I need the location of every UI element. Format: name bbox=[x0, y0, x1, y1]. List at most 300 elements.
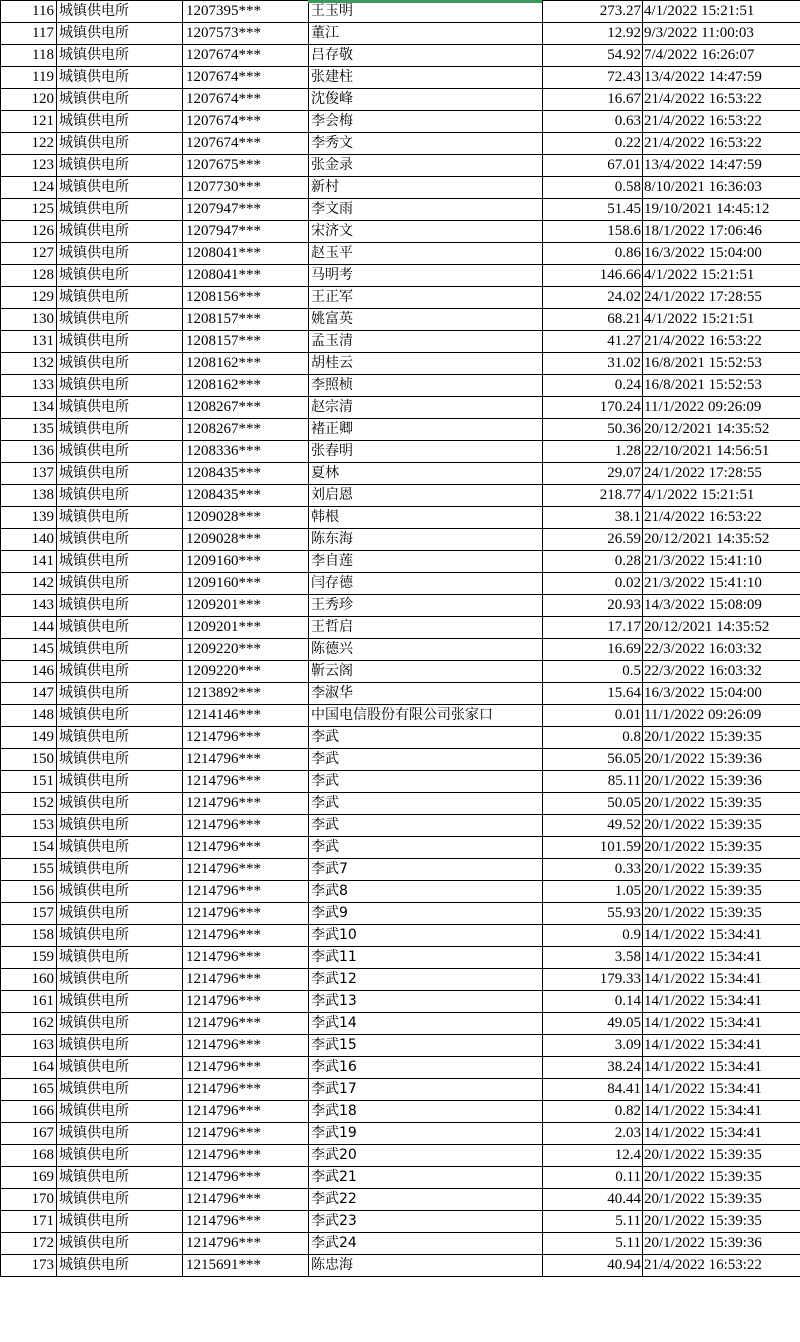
account-cell[interactable]: 1209220*** bbox=[183, 639, 309, 661]
time-cell[interactable]: 18/1/2022 17:06:46 bbox=[643, 221, 800, 243]
row-number-cell[interactable]: 120 bbox=[1, 89, 57, 111]
account-cell[interactable]: 1209028*** bbox=[183, 529, 309, 551]
amount-cell[interactable]: 50.36 bbox=[543, 419, 643, 441]
org-cell[interactable]: 城镇供电所 bbox=[57, 67, 183, 89]
account-cell[interactable]: 1214796*** bbox=[183, 1013, 309, 1035]
org-cell[interactable]: 城镇供电所 bbox=[57, 23, 183, 45]
row-number-cell[interactable]: 128 bbox=[1, 265, 57, 287]
row-number-cell[interactable]: 132 bbox=[1, 353, 57, 375]
name-cell[interactable]: 李武16 bbox=[309, 1057, 543, 1079]
row-number-cell[interactable]: 130 bbox=[1, 309, 57, 331]
time-cell[interactable]: 13/4/2022 14:47:59 bbox=[643, 155, 800, 177]
account-cell[interactable]: 1213892*** bbox=[183, 683, 309, 705]
account-cell[interactable]: 1208157*** bbox=[183, 309, 309, 331]
time-cell[interactable]: 16/8/2021 15:52:53 bbox=[643, 353, 800, 375]
org-cell[interactable]: 城镇供电所 bbox=[57, 925, 183, 947]
row-number-cell[interactable]: 154 bbox=[1, 837, 57, 859]
name-cell[interactable]: 赵宗清 bbox=[309, 397, 543, 419]
org-cell[interactable]: 城镇供电所 bbox=[57, 573, 183, 595]
time-cell[interactable]: 14/1/2022 15:34:41 bbox=[643, 947, 800, 969]
amount-cell[interactable]: 20.93 bbox=[543, 595, 643, 617]
time-cell[interactable]: 20/1/2022 15:39:35 bbox=[643, 727, 800, 749]
name-cell[interactable]: 李武17 bbox=[309, 1079, 543, 1101]
org-cell[interactable]: 城镇供电所 bbox=[57, 89, 183, 111]
time-cell[interactable]: 21/4/2022 16:53:22 bbox=[643, 331, 800, 353]
account-cell[interactable]: 1214796*** bbox=[183, 1035, 309, 1057]
time-cell[interactable]: 21/4/2022 16:53:22 bbox=[643, 111, 800, 133]
org-cell[interactable]: 城镇供电所 bbox=[57, 1255, 183, 1277]
amount-cell[interactable]: 170.24 bbox=[543, 397, 643, 419]
org-cell[interactable]: 城镇供电所 bbox=[57, 969, 183, 991]
time-cell[interactable]: 14/1/2022 15:34:41 bbox=[643, 925, 800, 947]
amount-cell[interactable]: 26.59 bbox=[543, 529, 643, 551]
account-cell[interactable]: 1214796*** bbox=[183, 859, 309, 881]
account-cell[interactable]: 1214796*** bbox=[183, 903, 309, 925]
time-cell[interactable]: 11/1/2022 09:26:09 bbox=[643, 705, 800, 727]
name-cell[interactable]: 胡桂云 bbox=[309, 353, 543, 375]
amount-cell[interactable]: 0.58 bbox=[543, 177, 643, 199]
amount-cell[interactable]: 16.69 bbox=[543, 639, 643, 661]
org-cell[interactable]: 城镇供电所 bbox=[57, 45, 183, 67]
time-cell[interactable]: 4/1/2022 15:21:51 bbox=[643, 1, 800, 23]
row-number-cell[interactable]: 168 bbox=[1, 1145, 57, 1167]
org-cell[interactable]: 城镇供电所 bbox=[57, 947, 183, 969]
row-number-cell[interactable]: 133 bbox=[1, 375, 57, 397]
row-number-cell[interactable]: 166 bbox=[1, 1101, 57, 1123]
org-cell[interactable]: 城镇供电所 bbox=[57, 507, 183, 529]
amount-cell[interactable]: 67.01 bbox=[543, 155, 643, 177]
amount-cell[interactable]: 17.17 bbox=[543, 617, 643, 639]
row-number-cell[interactable]: 173 bbox=[1, 1255, 57, 1277]
account-cell[interactable]: 1208336*** bbox=[183, 441, 309, 463]
time-cell[interactable]: 4/1/2022 15:21:51 bbox=[643, 309, 800, 331]
amount-cell[interactable]: 3.58 bbox=[543, 947, 643, 969]
name-cell[interactable]: 张建柱 bbox=[309, 67, 543, 89]
time-cell[interactable]: 4/1/2022 15:21:51 bbox=[643, 265, 800, 287]
org-cell[interactable]: 城镇供电所 bbox=[57, 397, 183, 419]
account-cell[interactable]: 1214796*** bbox=[183, 1057, 309, 1079]
account-cell[interactable]: 1214146*** bbox=[183, 705, 309, 727]
time-cell[interactable]: 4/1/2022 15:21:51 bbox=[643, 485, 800, 507]
time-cell[interactable]: 14/1/2022 15:34:41 bbox=[643, 1079, 800, 1101]
org-cell[interactable]: 城镇供电所 bbox=[57, 815, 183, 837]
account-cell[interactable]: 1214796*** bbox=[183, 727, 309, 749]
row-number-cell[interactable]: 145 bbox=[1, 639, 57, 661]
amount-cell[interactable]: 1.28 bbox=[543, 441, 643, 463]
time-cell[interactable]: 11/1/2022 09:26:09 bbox=[643, 397, 800, 419]
amount-cell[interactable]: 5.11 bbox=[543, 1233, 643, 1255]
name-cell[interactable]: 张春明 bbox=[309, 441, 543, 463]
org-cell[interactable]: 城镇供电所 bbox=[57, 485, 183, 507]
time-cell[interactable]: 7/4/2022 16:26:07 bbox=[643, 45, 800, 67]
row-number-cell[interactable]: 121 bbox=[1, 111, 57, 133]
account-cell[interactable]: 1208162*** bbox=[183, 375, 309, 397]
time-cell[interactable]: 22/3/2022 16:03:32 bbox=[643, 639, 800, 661]
org-cell[interactable]: 城镇供电所 bbox=[57, 1211, 183, 1233]
name-cell[interactable]: 李照桢 bbox=[309, 375, 543, 397]
amount-cell[interactable]: 101.59 bbox=[543, 837, 643, 859]
account-cell[interactable]: 1209201*** bbox=[183, 617, 309, 639]
account-cell[interactable]: 1214796*** bbox=[183, 1101, 309, 1123]
org-cell[interactable]: 城镇供电所 bbox=[57, 1189, 183, 1211]
org-cell[interactable]: 城镇供电所 bbox=[57, 419, 183, 441]
row-number-cell[interactable]: 162 bbox=[1, 1013, 57, 1035]
amount-cell[interactable]: 56.05 bbox=[543, 749, 643, 771]
org-cell[interactable]: 城镇供电所 bbox=[57, 1, 183, 23]
time-cell[interactable]: 20/12/2021 14:35:52 bbox=[643, 617, 800, 639]
account-cell[interactable]: 1207947*** bbox=[183, 199, 309, 221]
time-cell[interactable]: 24/1/2022 17:28:55 bbox=[643, 463, 800, 485]
amount-cell[interactable]: 0.63 bbox=[543, 111, 643, 133]
org-cell[interactable]: 城镇供电所 bbox=[57, 881, 183, 903]
account-cell[interactable]: 1208267*** bbox=[183, 419, 309, 441]
org-cell[interactable]: 城镇供电所 bbox=[57, 1057, 183, 1079]
row-number-cell[interactable]: 136 bbox=[1, 441, 57, 463]
account-cell[interactable]: 1214796*** bbox=[183, 793, 309, 815]
org-cell[interactable]: 城镇供电所 bbox=[57, 221, 183, 243]
amount-cell[interactable]: 24.02 bbox=[543, 287, 643, 309]
time-cell[interactable]: 20/1/2022 15:39:35 bbox=[643, 793, 800, 815]
time-cell[interactable]: 20/1/2022 15:39:35 bbox=[643, 1167, 800, 1189]
name-cell[interactable]: 李武 bbox=[309, 727, 543, 749]
time-cell[interactable]: 20/12/2021 14:35:52 bbox=[643, 529, 800, 551]
account-cell[interactable]: 1214796*** bbox=[183, 749, 309, 771]
org-cell[interactable]: 城镇供电所 bbox=[57, 353, 183, 375]
org-cell[interactable]: 城镇供电所 bbox=[57, 1145, 183, 1167]
account-cell[interactable]: 1207395*** bbox=[183, 1, 309, 23]
amount-cell[interactable]: 218.77 bbox=[543, 485, 643, 507]
org-cell[interactable]: 城镇供电所 bbox=[57, 859, 183, 881]
account-cell[interactable]: 1208041*** bbox=[183, 243, 309, 265]
name-cell[interactable]: 李武24 bbox=[309, 1233, 543, 1255]
account-cell[interactable]: 1214796*** bbox=[183, 1167, 309, 1189]
name-cell[interactable]: 李武19 bbox=[309, 1123, 543, 1145]
row-number-cell[interactable]: 125 bbox=[1, 199, 57, 221]
amount-cell[interactable]: 0.01 bbox=[543, 705, 643, 727]
amount-cell[interactable]: 16.67 bbox=[543, 89, 643, 111]
row-number-cell[interactable]: 119 bbox=[1, 67, 57, 89]
amount-cell[interactable]: 0.28 bbox=[543, 551, 643, 573]
row-number-cell[interactable]: 161 bbox=[1, 991, 57, 1013]
amount-cell[interactable]: 40.94 bbox=[543, 1255, 643, 1277]
account-cell[interactable]: 1214796*** bbox=[183, 1079, 309, 1101]
row-number-cell[interactable]: 169 bbox=[1, 1167, 57, 1189]
time-cell[interactable]: 21/3/2022 15:41:10 bbox=[643, 573, 800, 595]
name-cell[interactable]: 靳云阁 bbox=[309, 661, 543, 683]
row-number-cell[interactable]: 157 bbox=[1, 903, 57, 925]
row-number-cell[interactable]: 158 bbox=[1, 925, 57, 947]
time-cell[interactable]: 22/10/2021 14:56:51 bbox=[643, 441, 800, 463]
account-cell[interactable]: 1207573*** bbox=[183, 23, 309, 45]
org-cell[interactable]: 城镇供电所 bbox=[57, 287, 183, 309]
account-cell[interactable]: 1207674*** bbox=[183, 133, 309, 155]
account-cell[interactable]: 1207674*** bbox=[183, 89, 309, 111]
time-cell[interactable]: 20/1/2022 15:39:35 bbox=[643, 1211, 800, 1233]
row-number-cell[interactable]: 163 bbox=[1, 1035, 57, 1057]
name-cell[interactable]: 李武12 bbox=[309, 969, 543, 991]
row-number-cell[interactable]: 165 bbox=[1, 1079, 57, 1101]
amount-cell[interactable]: 68.21 bbox=[543, 309, 643, 331]
row-number-cell[interactable]: 138 bbox=[1, 485, 57, 507]
account-cell[interactable]: 1208156*** bbox=[183, 287, 309, 309]
name-cell[interactable]: 韩根 bbox=[309, 507, 543, 529]
name-cell[interactable]: 新村 bbox=[309, 177, 543, 199]
row-number-cell[interactable]: 126 bbox=[1, 221, 57, 243]
row-number-cell[interactable]: 137 bbox=[1, 463, 57, 485]
name-cell[interactable]: 李武21 bbox=[309, 1167, 543, 1189]
amount-cell[interactable]: 0.22 bbox=[543, 133, 643, 155]
account-cell[interactable]: 1214796*** bbox=[183, 815, 309, 837]
amount-cell[interactable]: 12.92 bbox=[543, 23, 643, 45]
row-number-cell[interactable]: 164 bbox=[1, 1057, 57, 1079]
account-cell[interactable]: 1209201*** bbox=[183, 595, 309, 617]
amount-cell[interactable]: 0.8 bbox=[543, 727, 643, 749]
row-number-cell[interactable]: 124 bbox=[1, 177, 57, 199]
org-cell[interactable]: 城镇供电所 bbox=[57, 265, 183, 287]
name-cell[interactable]: 王正军 bbox=[309, 287, 543, 309]
name-cell[interactable]: 李武18 bbox=[309, 1101, 543, 1123]
row-number-cell[interactable]: 170 bbox=[1, 1189, 57, 1211]
amount-cell[interactable]: 84.41 bbox=[543, 1079, 643, 1101]
org-cell[interactable]: 城镇供电所 bbox=[57, 1123, 183, 1145]
account-cell[interactable]: 1208157*** bbox=[183, 331, 309, 353]
time-cell[interactable]: 8/10/2021 16:36:03 bbox=[643, 177, 800, 199]
row-number-cell[interactable]: 149 bbox=[1, 727, 57, 749]
time-cell[interactable]: 20/1/2022 15:39:36 bbox=[643, 1233, 800, 1255]
name-cell[interactable]: 陈忠海 bbox=[309, 1255, 543, 1277]
name-cell[interactable]: 姚富英 bbox=[309, 309, 543, 331]
amount-cell[interactable]: 1.05 bbox=[543, 881, 643, 903]
amount-cell[interactable]: 0.86 bbox=[543, 243, 643, 265]
account-cell[interactable]: 1214796*** bbox=[183, 1145, 309, 1167]
row-number-cell[interactable]: 139 bbox=[1, 507, 57, 529]
amount-cell[interactable]: 50.05 bbox=[543, 793, 643, 815]
time-cell[interactable]: 14/1/2022 15:34:41 bbox=[643, 1013, 800, 1035]
account-cell[interactable]: 1207730*** bbox=[183, 177, 309, 199]
row-number-cell[interactable]: 156 bbox=[1, 881, 57, 903]
name-cell[interactable]: 李会梅 bbox=[309, 111, 543, 133]
row-number-cell[interactable]: 141 bbox=[1, 551, 57, 573]
name-cell[interactable]: 王秀珍 bbox=[309, 595, 543, 617]
name-cell[interactable]: 中国电信股份有限公司张家口 bbox=[309, 705, 543, 727]
row-number-cell[interactable]: 146 bbox=[1, 661, 57, 683]
name-cell[interactable]: 李武 bbox=[309, 771, 543, 793]
time-cell[interactable]: 20/1/2022 15:39:35 bbox=[643, 903, 800, 925]
org-cell[interactable]: 城镇供电所 bbox=[57, 661, 183, 683]
amount-cell[interactable]: 85.11 bbox=[543, 771, 643, 793]
row-number-cell[interactable]: 150 bbox=[1, 749, 57, 771]
amount-cell[interactable]: 38.24 bbox=[543, 1057, 643, 1079]
amount-cell[interactable]: 0.82 bbox=[543, 1101, 643, 1123]
amount-cell[interactable]: 54.92 bbox=[543, 45, 643, 67]
row-number-cell[interactable]: 129 bbox=[1, 287, 57, 309]
name-cell[interactable]: 王哲启 bbox=[309, 617, 543, 639]
account-cell[interactable]: 1208041*** bbox=[183, 265, 309, 287]
name-cell[interactable]: 李武9 bbox=[309, 903, 543, 925]
time-cell[interactable]: 20/1/2022 15:39:35 bbox=[643, 881, 800, 903]
account-cell[interactable]: 1214796*** bbox=[183, 1211, 309, 1233]
org-cell[interactable]: 城镇供电所 bbox=[57, 639, 183, 661]
row-number-cell[interactable]: 159 bbox=[1, 947, 57, 969]
name-cell[interactable]: 李武13 bbox=[309, 991, 543, 1013]
amount-cell[interactable]: 2.03 bbox=[543, 1123, 643, 1145]
account-cell[interactable]: 1214796*** bbox=[183, 771, 309, 793]
time-cell[interactable]: 13/4/2022 14:47:59 bbox=[643, 67, 800, 89]
time-cell[interactable]: 19/10/2021 14:45:12 bbox=[643, 199, 800, 221]
org-cell[interactable]: 城镇供电所 bbox=[57, 529, 183, 551]
time-cell[interactable]: 24/1/2022 17:28:55 bbox=[643, 287, 800, 309]
time-cell[interactable]: 14/1/2022 15:34:41 bbox=[643, 1101, 800, 1123]
org-cell[interactable]: 城镇供电所 bbox=[57, 309, 183, 331]
amount-cell[interactable]: 146.66 bbox=[543, 265, 643, 287]
name-cell[interactable]: 马明考 bbox=[309, 265, 543, 287]
row-number-cell[interactable]: 151 bbox=[1, 771, 57, 793]
name-cell[interactable]: 李武 bbox=[309, 837, 543, 859]
amount-cell[interactable]: 49.52 bbox=[543, 815, 643, 837]
org-cell[interactable]: 城镇供电所 bbox=[57, 991, 183, 1013]
account-cell[interactable]: 1214796*** bbox=[183, 991, 309, 1013]
amount-cell[interactable]: 0.33 bbox=[543, 859, 643, 881]
account-cell[interactable]: 1214796*** bbox=[183, 1189, 309, 1211]
amount-cell[interactable]: 273.27 bbox=[543, 1, 643, 23]
org-cell[interactable]: 城镇供电所 bbox=[57, 1035, 183, 1057]
org-cell[interactable]: 城镇供电所 bbox=[57, 595, 183, 617]
amount-cell[interactable]: 55.93 bbox=[543, 903, 643, 925]
name-cell[interactable]: 李秀文 bbox=[309, 133, 543, 155]
name-cell[interactable]: 宋济文 bbox=[309, 221, 543, 243]
amount-cell[interactable]: 49.05 bbox=[543, 1013, 643, 1035]
account-cell[interactable]: 1209160*** bbox=[183, 551, 309, 573]
org-cell[interactable]: 城镇供电所 bbox=[57, 1013, 183, 1035]
name-cell[interactable]: 闫存德 bbox=[309, 573, 543, 595]
amount-cell[interactable]: 29.07 bbox=[543, 463, 643, 485]
org-cell[interactable]: 城镇供电所 bbox=[57, 837, 183, 859]
time-cell[interactable]: 16/3/2022 15:04:00 bbox=[643, 243, 800, 265]
row-number-cell[interactable]: 127 bbox=[1, 243, 57, 265]
time-cell[interactable]: 21/4/2022 16:53:22 bbox=[643, 89, 800, 111]
name-cell[interactable]: 孟玉清 bbox=[309, 331, 543, 353]
name-cell[interactable]: 李武14 bbox=[309, 1013, 543, 1035]
org-cell[interactable]: 城镇供电所 bbox=[57, 243, 183, 265]
row-number-cell[interactable]: 167 bbox=[1, 1123, 57, 1145]
name-cell[interactable]: 陈德兴 bbox=[309, 639, 543, 661]
account-cell[interactable]: 1214796*** bbox=[183, 837, 309, 859]
row-number-cell[interactable]: 148 bbox=[1, 705, 57, 727]
amount-cell[interactable]: 0.5 bbox=[543, 661, 643, 683]
amount-cell[interactable]: 12.4 bbox=[543, 1145, 643, 1167]
org-cell[interactable]: 城镇供电所 bbox=[57, 441, 183, 463]
account-cell[interactable]: 1215691*** bbox=[183, 1255, 309, 1277]
name-cell[interactable]: 赵玉平 bbox=[309, 243, 543, 265]
row-number-cell[interactable]: 116 bbox=[1, 1, 57, 23]
time-cell[interactable]: 20/1/2022 15:39:35 bbox=[643, 1145, 800, 1167]
org-cell[interactable]: 城镇供电所 bbox=[57, 617, 183, 639]
time-cell[interactable]: 14/3/2022 15:08:09 bbox=[643, 595, 800, 617]
name-cell[interactable]: 李武23 bbox=[309, 1211, 543, 1233]
name-cell[interactable]: 李武 bbox=[309, 815, 543, 837]
amount-cell[interactable]: 0.02 bbox=[543, 573, 643, 595]
account-cell[interactable]: 1214796*** bbox=[183, 947, 309, 969]
account-cell[interactable]: 1207674*** bbox=[183, 45, 309, 67]
amount-cell[interactable]: 31.02 bbox=[543, 353, 643, 375]
amount-cell[interactable]: 5.11 bbox=[543, 1211, 643, 1233]
org-cell[interactable]: 城镇供电所 bbox=[57, 1233, 183, 1255]
org-cell[interactable]: 城镇供电所 bbox=[57, 727, 183, 749]
row-number-cell[interactable]: 140 bbox=[1, 529, 57, 551]
org-cell[interactable]: 城镇供电所 bbox=[57, 771, 183, 793]
row-number-cell[interactable]: 123 bbox=[1, 155, 57, 177]
row-number-cell[interactable]: 142 bbox=[1, 573, 57, 595]
amount-cell[interactable]: 41.27 bbox=[543, 331, 643, 353]
row-number-cell[interactable]: 153 bbox=[1, 815, 57, 837]
org-cell[interactable]: 城镇供电所 bbox=[57, 463, 183, 485]
org-cell[interactable]: 城镇供电所 bbox=[57, 375, 183, 397]
org-cell[interactable]: 城镇供电所 bbox=[57, 749, 183, 771]
account-cell[interactable]: 1214796*** bbox=[183, 969, 309, 991]
amount-cell[interactable]: 3.09 bbox=[543, 1035, 643, 1057]
time-cell[interactable]: 14/1/2022 15:34:41 bbox=[643, 1123, 800, 1145]
time-cell[interactable]: 20/1/2022 15:39:35 bbox=[643, 1189, 800, 1211]
time-cell[interactable]: 21/3/2022 15:41:10 bbox=[643, 551, 800, 573]
account-cell[interactable]: 1209160*** bbox=[183, 573, 309, 595]
name-cell[interactable]: 李武 bbox=[309, 749, 543, 771]
row-number-cell[interactable]: 144 bbox=[1, 617, 57, 639]
name-cell[interactable]: 李武15 bbox=[309, 1035, 543, 1057]
name-cell[interactable]: 李文雨 bbox=[309, 199, 543, 221]
org-cell[interactable]: 城镇供电所 bbox=[57, 331, 183, 353]
org-cell[interactable]: 城镇供电所 bbox=[57, 111, 183, 133]
org-cell[interactable]: 城镇供电所 bbox=[57, 705, 183, 727]
amount-cell[interactable]: 179.33 bbox=[543, 969, 643, 991]
account-cell[interactable]: 1208435*** bbox=[183, 485, 309, 507]
org-cell[interactable]: 城镇供电所 bbox=[57, 133, 183, 155]
time-cell[interactable]: 9/3/2022 11:00:03 bbox=[643, 23, 800, 45]
row-number-cell[interactable]: 134 bbox=[1, 397, 57, 419]
org-cell[interactable]: 城镇供电所 bbox=[57, 199, 183, 221]
time-cell[interactable]: 16/8/2021 15:52:53 bbox=[643, 375, 800, 397]
row-number-cell[interactable]: 155 bbox=[1, 859, 57, 881]
row-number-cell[interactable]: 118 bbox=[1, 45, 57, 67]
account-cell[interactable]: 1208162*** bbox=[183, 353, 309, 375]
name-cell[interactable]: 李武20 bbox=[309, 1145, 543, 1167]
name-cell[interactable]: 陈东海 bbox=[309, 529, 543, 551]
org-cell[interactable]: 城镇供电所 bbox=[57, 1101, 183, 1123]
time-cell[interactable]: 22/3/2022 16:03:32 bbox=[643, 661, 800, 683]
org-cell[interactable]: 城镇供电所 bbox=[57, 1167, 183, 1189]
row-number-cell[interactable]: 135 bbox=[1, 419, 57, 441]
amount-cell[interactable]: 15.64 bbox=[543, 683, 643, 705]
account-cell[interactable]: 1214796*** bbox=[183, 925, 309, 947]
time-cell[interactable]: 20/1/2022 15:39:35 bbox=[643, 837, 800, 859]
account-cell[interactable]: 1214796*** bbox=[183, 1123, 309, 1145]
time-cell[interactable]: 20/12/2021 14:35:52 bbox=[643, 419, 800, 441]
amount-cell[interactable]: 38.1 bbox=[543, 507, 643, 529]
time-cell[interactable]: 16/3/2022 15:04:00 bbox=[643, 683, 800, 705]
org-cell[interactable]: 城镇供电所 bbox=[57, 551, 183, 573]
name-cell[interactable]: 李武 bbox=[309, 793, 543, 815]
name-cell[interactable]: 李武11 bbox=[309, 947, 543, 969]
org-cell[interactable]: 城镇供电所 bbox=[57, 177, 183, 199]
name-cell[interactable]: 李武8 bbox=[309, 881, 543, 903]
account-cell[interactable]: 1208267*** bbox=[183, 397, 309, 419]
account-cell[interactable]: 1214796*** bbox=[183, 881, 309, 903]
account-cell[interactable]: 1209028*** bbox=[183, 507, 309, 529]
amount-cell[interactable]: 40.44 bbox=[543, 1189, 643, 1211]
name-cell[interactable]: 刘启恩 bbox=[309, 485, 543, 507]
name-cell[interactable]: 张金录 bbox=[309, 155, 543, 177]
account-cell[interactable]: 1214796*** bbox=[183, 1233, 309, 1255]
name-cell[interactable]: 李淑华 bbox=[309, 683, 543, 705]
